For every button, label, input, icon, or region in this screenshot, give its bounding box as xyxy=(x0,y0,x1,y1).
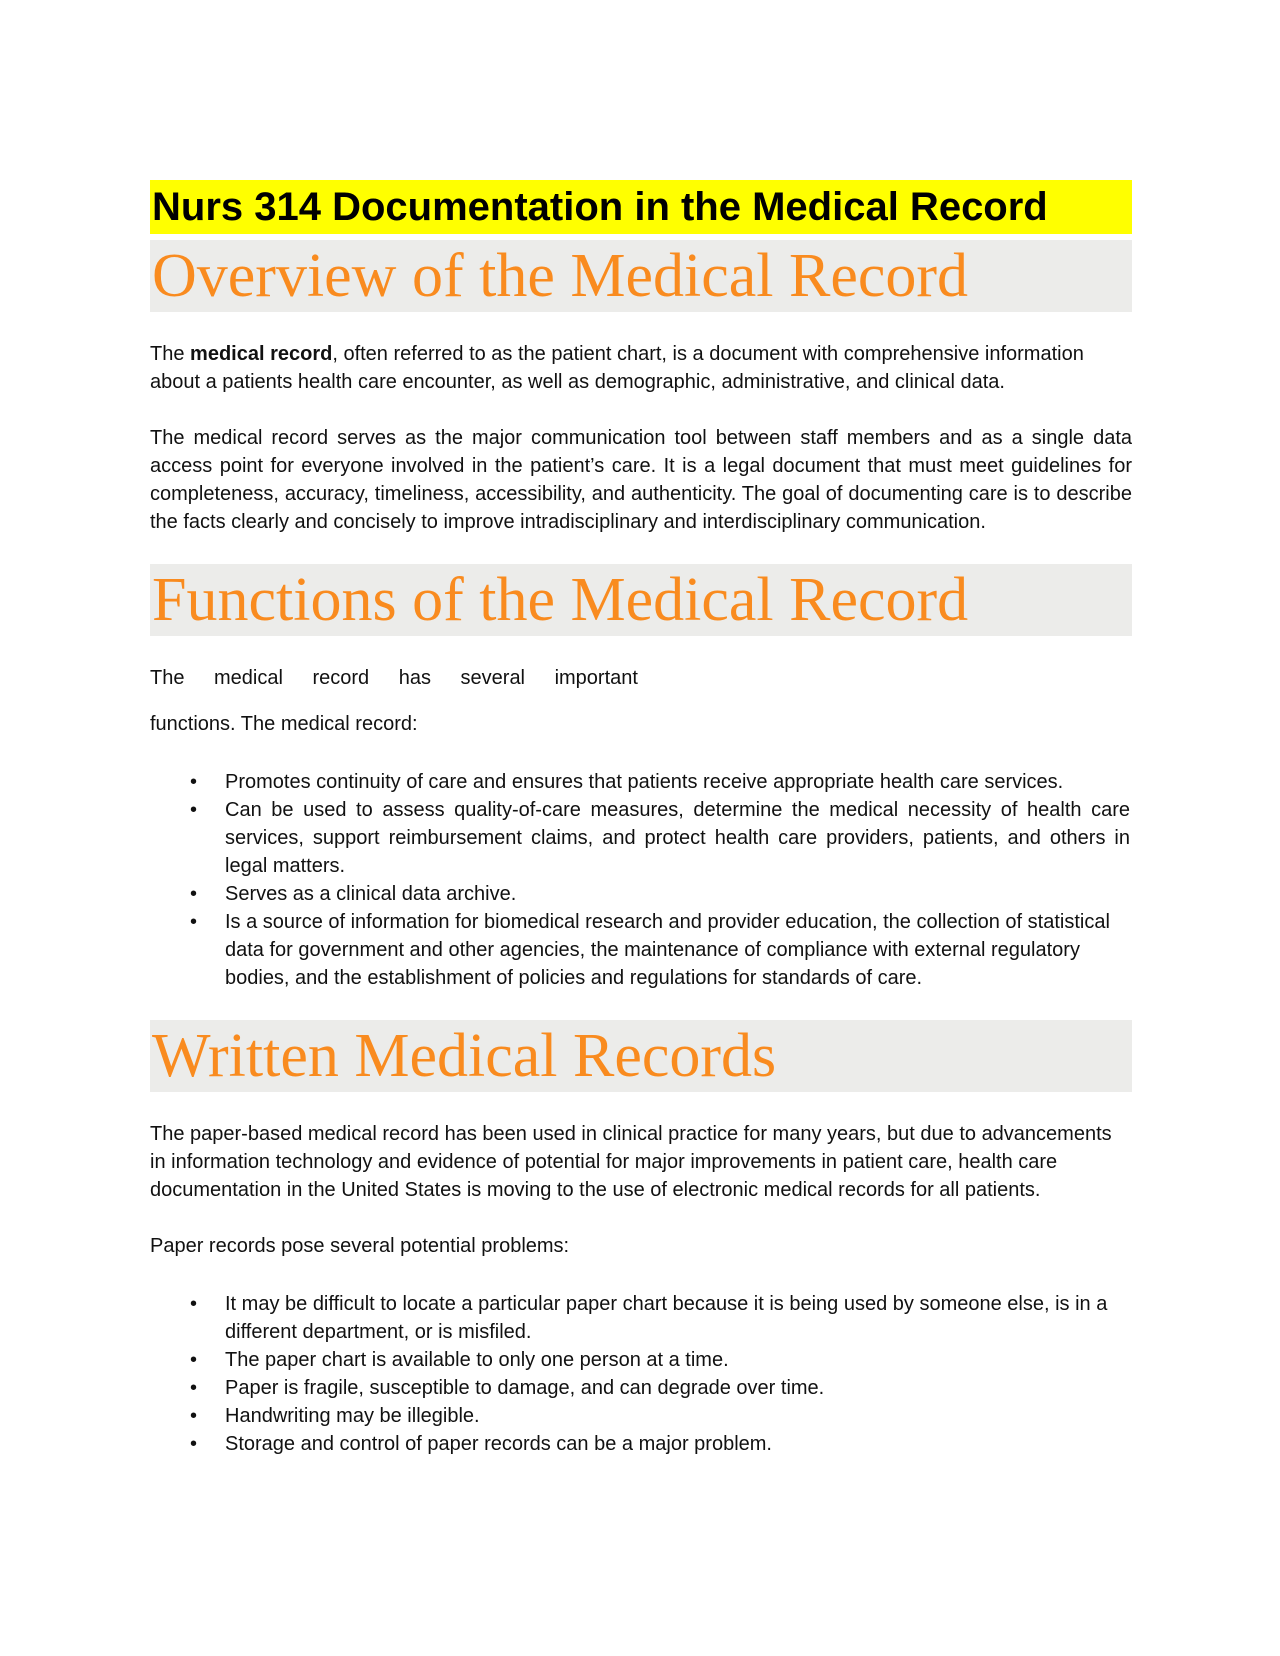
overview-paragraph-2: The medical record serves as the major communication tool between staff members and as a single data access point for everyone involved in the patient’s care. It is a legal document that must meet guidelines for completeness, accuracy, timeliness, accessibility, and authenticity. The goal of documenting care is to describe the facts clearly and concisely to improve intradisciplinary and interdisciplinary communication. xyxy=(150,427,1132,533)
document-title: Nurs 314 Documentation in the Medical Record xyxy=(150,180,1132,234)
written-paragraph-1: The paper-based medical record has been used in clinical practice for many years, but due to advancements in information technology and evidence of potential for major improvements in patient care, health care documentation in the United States is moving to the use of electronic medical records for all patients. xyxy=(150,1123,1112,1201)
list-item: • Handwriting may be illegible. xyxy=(190,1405,480,1427)
document-page xyxy=(150,180,1132,1458)
list-item: • It may be difficult to locate a particular paper chart because it is being used by someone else, is in a different department, or is misfiled. xyxy=(190,1293,1108,1343)
written-paragraph-2: Paper records pose several potential problems: xyxy=(150,1235,570,1257)
functions-intro-line-1: The medical record has several important xyxy=(150,667,638,689)
list-item: • Serves as a clinical data archive. xyxy=(190,883,517,905)
overview-paragraph-1: The medical record, often referred to as the patient chart, is a document with comprehensive information about a patients health care encounter, as well as demographic, administrative, and clinical data. xyxy=(150,343,1084,393)
list-item: • The paper chart is available to only one person at a time. xyxy=(190,1349,729,1371)
problems-list xyxy=(150,1290,1132,1458)
section-heading-written: Written Medical Records xyxy=(150,1020,1132,1092)
list-item: • Can be used to assess quality-of-care measures, determine the medical necessity of health care services, support reimbursement claims, and protect health care providers, patients, and others in legal matters. xyxy=(190,799,1130,877)
list-item: • Promotes continuity of care and ensures that patients receive appropriate health care services. xyxy=(190,771,1064,793)
medical-record-term: medical record xyxy=(190,343,333,365)
list-item: • Storage and control of paper records can be a major problem. xyxy=(190,1433,772,1455)
section-heading-overview: Overview of the Medical Record xyxy=(150,240,1132,312)
functions-list xyxy=(150,768,1132,992)
list-item: • Is a source of information for biomedical research and provider education, the collection of statistical data for government and other agencies, the maintenance of compliance with external regulatory bodies, and the establishment of policies and regulations for standards of care. xyxy=(190,911,1110,989)
functions-intro-line-2: functions. The medical record: xyxy=(150,713,418,735)
list-item: • Paper is fragile, susceptible to damage, and can degrade over time. xyxy=(190,1377,825,1399)
section-heading-functions: Functions of the Medical Record xyxy=(150,564,1132,636)
